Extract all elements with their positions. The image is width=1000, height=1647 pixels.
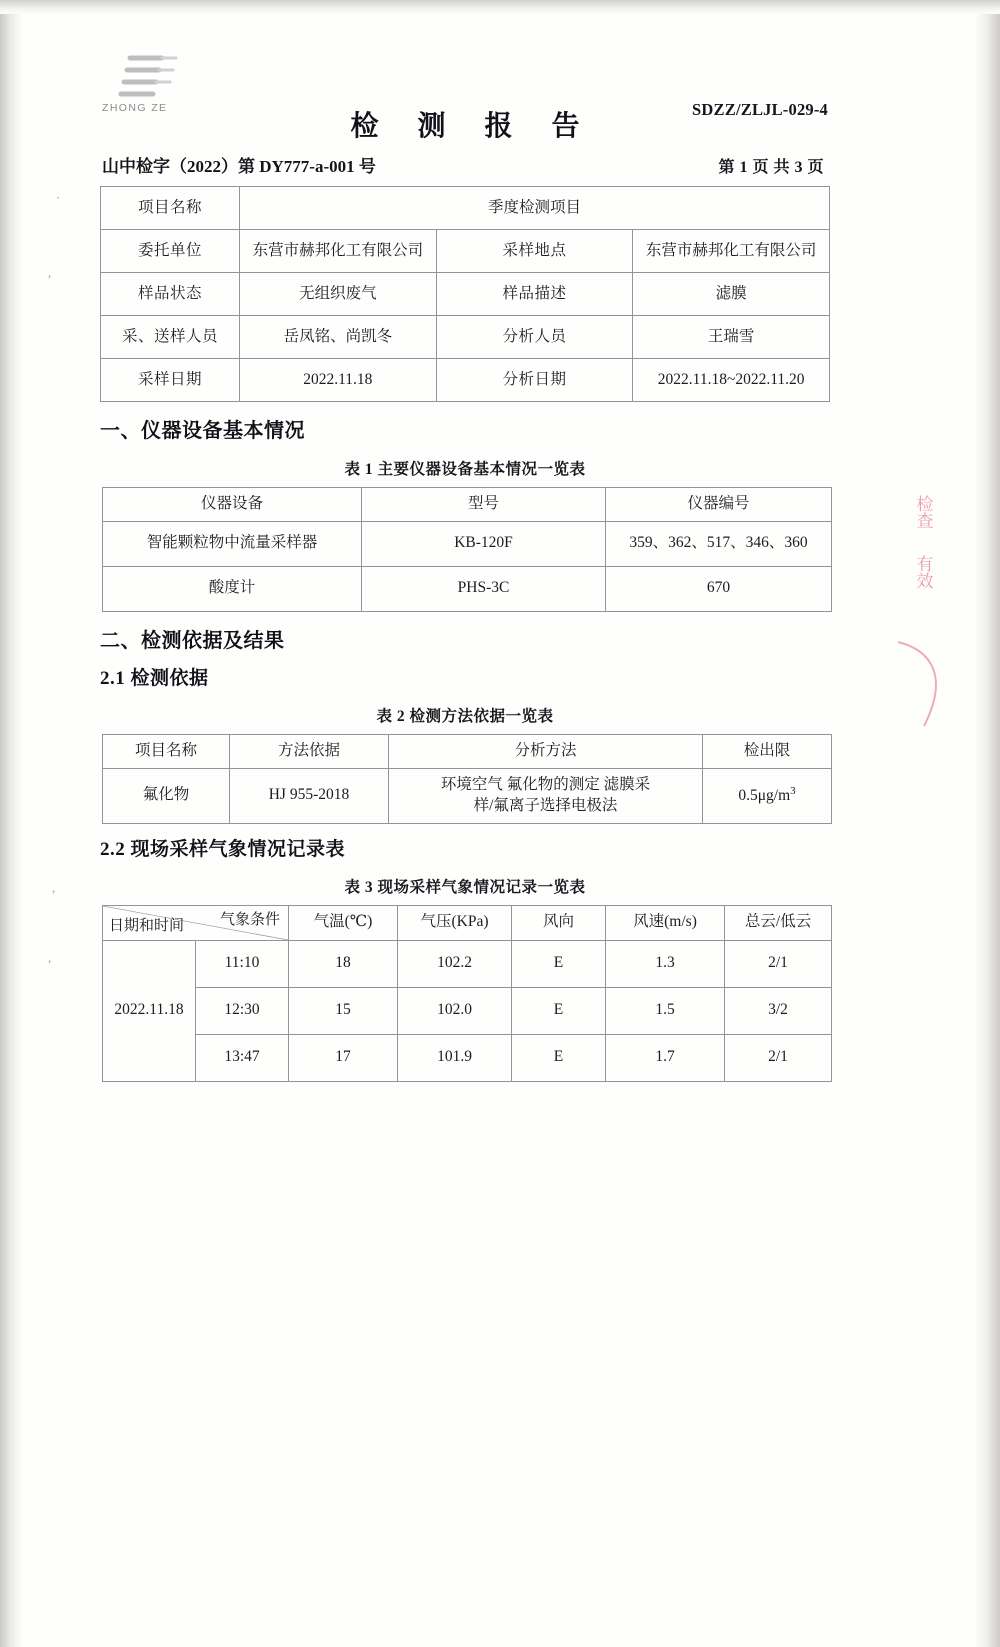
method-analysis-line1: 环境空气 氟化物的测定 滤膜采 (440, 775, 651, 793)
document-code: SDZZ/ZLJL-029-4 (692, 100, 828, 119)
weather-col-temp: 气温(℃) (289, 905, 398, 940)
section-2-2-heading: 2.2 现场采样气象情况记录表 (100, 838, 346, 860)
info-value-sample-state: 无组织废气 (240, 273, 437, 316)
method-col-analysis: 分析方法 (389, 734, 703, 768)
weather-cloud-3: 2/1 (725, 1034, 832, 1081)
page-top-shadow (0, 0, 1000, 14)
margin-pink-curve (890, 640, 980, 730)
equip-col-model: 型号 (362, 488, 606, 522)
info-value-client: 东营市赫邦化工有限公司 (240, 230, 437, 273)
info-value-sampling-date: 2022.11.18 (240, 359, 437, 402)
equip-serial-1: 359、362、517、346、360 (606, 521, 832, 566)
weather-date: 2022.11.18 (103, 940, 196, 1081)
page-number: 第 1 页 共 3 页 (718, 159, 824, 176)
info-label-analyst: 分析人员 (436, 316, 633, 359)
info-value-analysis-date: 2022.11.18~2022.11.20 (633, 359, 830, 402)
table-header-row (103, 488, 832, 522)
method-limit-1 (703, 768, 832, 823)
weather-cloud-1: 2/1 (725, 940, 832, 987)
equip-col-serial: 仪器编号 (606, 488, 832, 522)
weather-col-pressure: 气压(KPa) (398, 905, 512, 940)
weather-wind-speed-3: 1.7 (606, 1034, 725, 1081)
table-3-caption: 表 3 现场采样气象情况记录一览表 (344, 878, 586, 896)
table-row (103, 1034, 832, 1081)
info-label-client: 委托单位 (101, 230, 240, 273)
weather-col-cloud: 总云/低云 (725, 905, 832, 940)
info-label-sampling-date: 采样日期 (101, 359, 240, 402)
weather-temp-1: 18 (289, 940, 398, 987)
margin-mark-4: , (48, 950, 52, 965)
weather-wind-speed-1: 1.3 (606, 940, 725, 987)
page-right-shadow (974, 0, 1000, 1647)
table-row (101, 316, 830, 359)
info-value-samplers: 岳凤铭、尚凯冬 (240, 316, 437, 359)
table-row (101, 187, 830, 230)
margin-pink-annotation: 检查 (913, 495, 933, 529)
info-label-samplers: 采、送样人员 (101, 316, 240, 359)
info-value-project-name: 季度检测项目 (240, 187, 830, 230)
table-row (103, 987, 832, 1034)
table-1-caption: 表 1 主要仪器设备基本情况一览表 (344, 461, 586, 478)
table-row (103, 521, 832, 566)
equip-serial-2: 670 (606, 566, 832, 611)
weather-col-wind-dir: 风向 (512, 905, 606, 940)
method-col-limit: 检出限 (703, 734, 832, 768)
weather-corner-bottom-label: 日期和时间 (109, 918, 185, 935)
report-number: 山中检字（2022）第 DY777-a-001 号 (102, 157, 376, 176)
weather-corner-top-label: 气象条件 (219, 911, 280, 928)
table-row (101, 359, 830, 402)
method-basis-table (102, 734, 832, 824)
report-content (100, 46, 830, 1082)
table-row (103, 768, 832, 823)
table-header-row (103, 734, 832, 768)
logo-wordmark: ZHONG ZE (102, 102, 168, 114)
method-basis-1: HJ 955-2018 (230, 768, 389, 823)
weather-pressure-1: 102.2 (398, 940, 512, 987)
table-row (101, 273, 830, 316)
weather-wind-dir-2: E (512, 987, 606, 1034)
section-2-heading: 二、检测依据及结果 (100, 629, 285, 652)
method-analysis-1 (389, 768, 703, 823)
info-label-project-name: 项目名称 (101, 187, 240, 230)
weather-wind-dir-1: E (512, 940, 606, 987)
equip-col-device: 仪器设备 (103, 488, 362, 522)
section-1-heading: 一、仪器设备基本情况 (100, 420, 305, 442)
section-2-1-heading: 2.1 检测依据 (100, 667, 209, 689)
method-col-basis: 方法依据 (230, 734, 389, 768)
weather-time-2: 12:30 (196, 987, 289, 1034)
info-value-sample-desc: 滤膜 (633, 273, 830, 316)
info-label-sample-desc: 样品描述 (436, 273, 633, 316)
weather-cloud-2: 3/2 (725, 987, 832, 1034)
info-value-sampling-site: 东营市赫邦化工有限公司 (633, 230, 830, 273)
weather-temp-2: 15 (289, 987, 398, 1034)
table-2-caption: 表 2 检测方法依据一览表 (376, 707, 554, 725)
weather-time-3: 13:47 (196, 1034, 289, 1081)
method-item-1: 氟化物 (103, 768, 230, 823)
method-analysis-line2: 样/氟离子选择电极法 (473, 796, 618, 814)
info-value-analyst: 王瑞雪 (633, 316, 830, 359)
weather-corner-header (103, 905, 289, 940)
table-row (103, 940, 832, 987)
margin-pink-annotation-2: 有效 (913, 555, 933, 589)
info-label-sampling-site: 采样地点 (436, 230, 633, 273)
equipment-table (102, 487, 832, 612)
method-limit-value: 0.5μg/m (738, 787, 791, 805)
report-header (100, 46, 830, 142)
margin-mark-2: , (48, 265, 52, 280)
table-header-row (103, 905, 832, 940)
equip-device-2: 酸度计 (103, 566, 362, 611)
table-row (101, 230, 830, 273)
weather-wind-speed-2: 1.5 (606, 987, 725, 1034)
method-col-item: 项目名称 (103, 734, 230, 768)
weather-pressure-2: 102.0 (398, 987, 512, 1034)
page-left-shadow (0, 0, 22, 1647)
method-limit-exponent: 3 (790, 785, 796, 798)
margin-mark-1: · (56, 190, 61, 205)
table-row (103, 566, 832, 611)
equip-model-1: KB-120F (362, 521, 606, 566)
weather-time-1: 11:10 (196, 940, 289, 987)
weather-wind-dir-3: E (512, 1034, 606, 1081)
weather-record-table (102, 905, 832, 1082)
info-label-analysis-date: 分析日期 (436, 359, 633, 402)
equip-model-2: PHS-3C (362, 566, 606, 611)
weather-pressure-3: 101.9 (398, 1034, 512, 1081)
sample-info-table (100, 186, 830, 402)
equip-device-1: 智能颗粒物中流量采样器 (103, 521, 362, 566)
info-label-sample-state: 样品状态 (101, 273, 240, 316)
margin-mark-3: , (52, 880, 56, 895)
weather-col-wind-speed: 风速(m/s) (606, 905, 725, 940)
page-title: 检 测 报 告 (350, 111, 596, 142)
weather-temp-3: 17 (289, 1034, 398, 1081)
report-subheader (100, 152, 830, 182)
